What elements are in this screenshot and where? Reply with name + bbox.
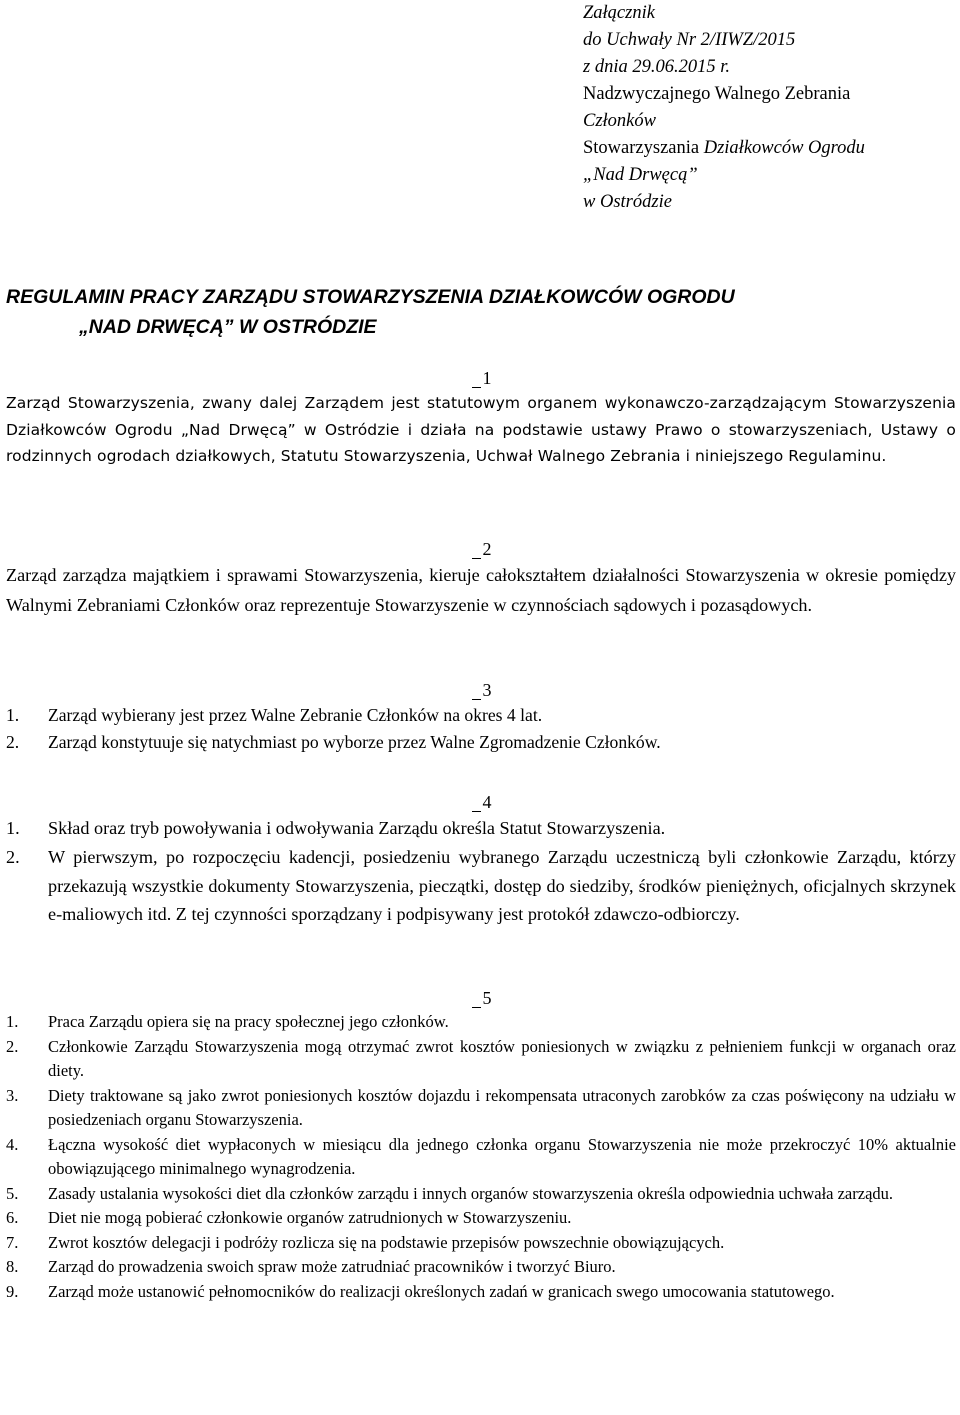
title-line: REGULAMIN PRACY ZARZĄDU STOWARZYSZENIA DZIAŁKOWCÓW OGRODU xyxy=(6,286,735,308)
section-list xyxy=(0,1010,960,1304)
document-title xyxy=(6,282,956,342)
attachment-line: do Uchwały Nr 2/IIWZ/2015 xyxy=(583,30,796,50)
list-item: 2. W pierwszym, po rozpoczęciu kadencji, posiedzeniu wybranego Zarządu uczestniczą byli członkowie Zarządu, którzy przekazują wszystkie dokumenty Stowarzyszenia, pieczątki, dostęp do siedziby, środków pieniężnych, oficjalnych skrzynek e-maliowych itd. Z tej czynności sporządzany i podpisywany jest protokół zdawczo-odbiorczy. xyxy=(6,847,956,924)
section-2 xyxy=(0,537,960,620)
section-5 xyxy=(0,986,960,1304)
attachment-line: Członków xyxy=(583,111,656,131)
list-item: 1. Zarząd wybierany jest przez Walne Zebranie Członków na okres 4 lat. xyxy=(6,705,543,725)
section-mark: 4 xyxy=(0,790,960,814)
section-sign-icon xyxy=(469,802,483,814)
section-sign-icon xyxy=(469,998,483,1010)
title-line: „NAD DRWĘCĄ” W OSTRÓDZIE xyxy=(79,316,377,338)
list-item: 7. Zwrot kosztów delegacji i podróży rozlicza się na podstawie przepisów powszechnie obowiązujących. xyxy=(6,1232,725,1252)
section-paragraph: Zarząd zarządza majątkiem i sprawami Stowarzyszenia, kieruje całokształtem działalności Stowarzyszenia w okresie pomiędzy Walnymi Zebraniami Członków oraz reprezentuje Stowarzyszenie w czynnościach sądowych i pozasądowych. xyxy=(6,565,956,615)
attachment-line: Załącznik xyxy=(583,3,655,23)
attachment-line: z dnia 29.06.2015 r. xyxy=(583,57,730,77)
attachment-line: Nadzwyczajnego Walnego Zebrania xyxy=(583,84,851,104)
section-mark: 2 xyxy=(0,537,960,561)
list-item: 5. Zasady ustalania wysokości diet dla członków zarządu i innych organów stowarzyszenia określa odpowiednia uchwała zarządu. xyxy=(6,1183,894,1203)
list-item: 4. Łączna wysokość diet wypłaconych w miesiącu dla jednego członka organu Stowarzyszenia nie może przekroczyć 10% aktualnie obowiązującego minimalnego wynagrodzenia. xyxy=(6,1134,956,1178)
section-3 xyxy=(0,678,960,755)
attachment-line-part: Działkowców Ogrodu xyxy=(703,138,865,158)
section-list xyxy=(0,814,960,929)
list-item: 2. Zarząd konstytuuje się natychmiast po wyborze przez Walne Zgromadzenie Członków. xyxy=(6,731,661,752)
attachment-line: w Ostródzie xyxy=(583,192,672,212)
list-item: 2. Członkowie Zarządu Stowarzyszenia mogą otrzymać zwrot kosztów poniesionych w związku z pełnieniem funkcji w organach oraz diety. xyxy=(6,1036,956,1080)
section-mark: 1 xyxy=(0,366,960,390)
section-list xyxy=(0,702,960,755)
list-item: 1. Skład oraz tryb powoływania i odwoływania Zarządu określa Statut Stowarzyszenia. xyxy=(6,818,666,838)
section-sign-icon xyxy=(469,549,483,561)
section-1 xyxy=(0,366,960,470)
list-item: 6. Diet nie mogą pobierać członkowie organów zatrudnionych w Stowarzyszeniu. xyxy=(6,1208,572,1227)
attachment-line: „Nad Drwęcą” xyxy=(583,165,698,185)
section-paragraph: Zarząd Stowarzyszenia, zwany dalej Zarządem jest statutowym organem wykonawczo-zarządzającym Stowarzyszenia Działkowców Ogrodu „Nad Drwęcą” w Ostródzie i działa na podstawie ustawy Prawo o stowarzyszeniach, Ustawy o rodzinnych ogrodach działkowych, Statutu Stowarzyszenia, Uchwał Walnego Zebrania i niniejszego Regulaminu. xyxy=(6,394,956,465)
section-sign-icon xyxy=(469,378,483,390)
attachment-header xyxy=(583,0,865,216)
attachment-line-part: Stowarzyszania xyxy=(583,138,700,158)
section-4 xyxy=(0,790,960,929)
list-item: 8. Zarząd do prowadzenia swoich spraw może zatrudniać pracowników i tworzyć Biuro. xyxy=(6,1257,616,1276)
list-item: 1. Praca Zarządu opiera się na pracy społecznej jego członków. xyxy=(6,1012,449,1031)
section-mark: 5 xyxy=(0,986,960,1010)
section-sign-icon xyxy=(469,690,483,702)
list-item: 3. Diety traktowane są jako zwrot poniesionych kosztów dojazdu i rekompensata utraconych zarobków za czas poświęcony na udziału w posiedzeniach organu Stowarzyszenia. xyxy=(6,1085,956,1129)
section-mark: 3 xyxy=(0,678,960,702)
list-item: 9. Zarząd może ustanowić pełnomocników do realizacji określonych zadań w granicach swego umocowania statutowego. xyxy=(6,1281,835,1301)
